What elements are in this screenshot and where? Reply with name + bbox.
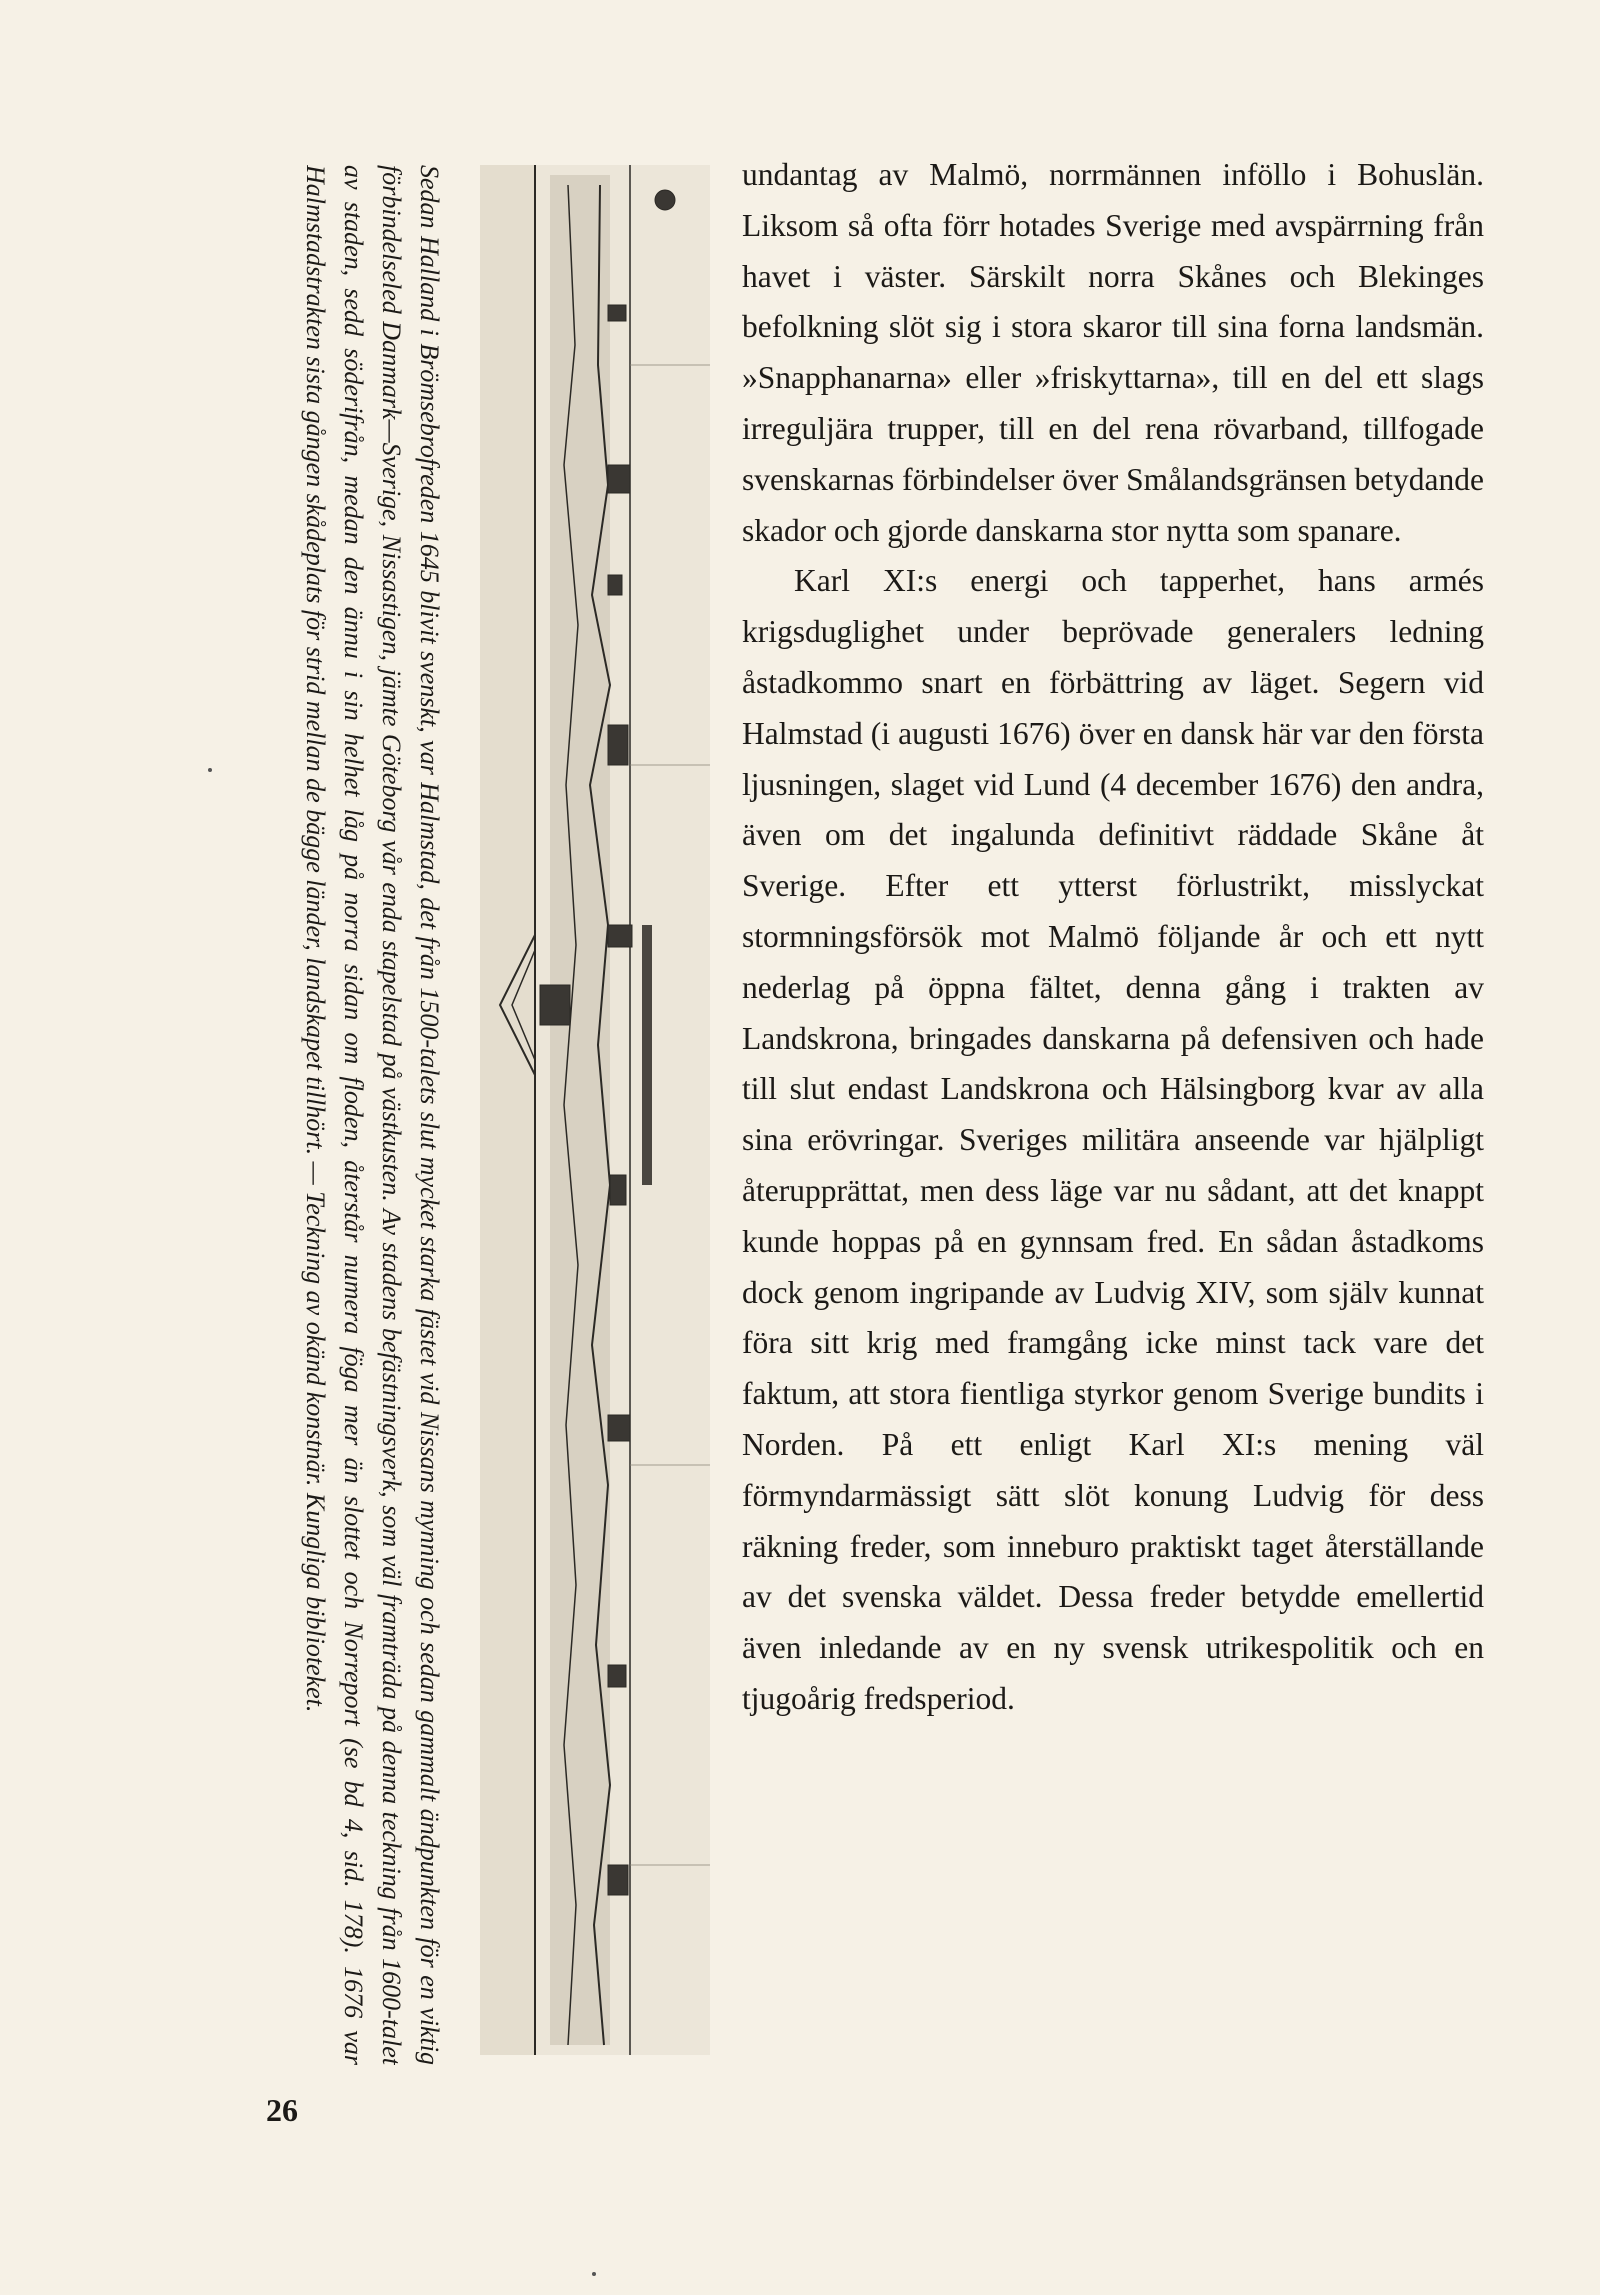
townscape-svg	[480, 165, 710, 2055]
caption-container	[258, 165, 448, 2065]
paper-speck	[592, 2272, 596, 2276]
body-paragraph-2: Karl XI:s energi och tapperhet, hans armés krigsduglighet under beprövade generalers ledning åstadkommo snart en förbättring av läget. Segern vid Halmstad (i augusti 1676) över en dansk här var den första ljusningen, slaget vid Lund (4 december 1676) den andra, även om det ingalunda definitivt räddade Skåne åt Sverige. Efter ett ytterst förlustrikt, misslyckat stormningsförsök mot Malmö följande år och ett nytt nederlag på öppna fältet, denna gång i trakten av Landskrona, bringades danskarna på defensiven och hade till slut endast Landskrona och Hälsingborg kvar av alla sina erövringar. Sveriges militära anseende var hjälpligt återupprättat, men dess läge var nu sådant, att det knappt kunde hoppas på en gynnsam fred. En sådan åstadkoms dock genom ingripande av Ludvig XIV, som själv kunnat föra sitt krig med framgång icke minst tack vare det faktum, att stora fientliga styrkor genom Sverige bundits i Norden. På ett enligt Karl XI:s mening väl förmyndarmässigt sätt slöt konung Ludvig för dess räkning freder, som inneburo praktiskt taget återställande av det svenska väldet. Dessa freder betydde emellertid även inledande av en ny svensk utrikespolitik och en tjugoårig fredsperiod.	[742, 563, 1484, 1716]
paper-speck	[208, 768, 212, 772]
body-paragraph-1: undantag av Malmö, norrmännen inföllo i Bohuslän. Liksom så ofta förr hotades Sverige med avspärrning från havet i väster. Särskilt norra Skånes och Blekinges befolkning slöt sig i stora skaror till sina forna landsmän. »Snapphanarna» eller »friskyttarna», till en del ett slags irreguljära trupper, till en del rena rövarband, tillfogade svenskarnas förbindelser över Smålandsgränsen betydande skador och gjorde danskarna stor nytta som spanare.	[742, 157, 1484, 548]
body-text-column	[742, 150, 1484, 1725]
illustration-caption: Sedan Halland i Brömsebrofreden 1645 blivit svenskt, var Halmstad, det från 1500-talets slut mycket starka fästet vid Nissans mynning och sedan gammalt ändpunkten för en viktig förbindelseled Danmark—Sverige, Nissastigen, jämte Göteborg vår enda stapelstad på västkusten. Av stadens befästningsverk, som väl framträda på denna teckning från 1600-talet av staden, sedd söderifrån, medan den ännu i sin helhet låg på norra sidan om floden, återstår numera föga mer än slottet och Norreport (se bd 4, sid. 178). 1676 var Halmstadstrakten sista gången skådeplats för strid mellan de bägge länder, landskapet tillhört. — Teckning av okänd konstnär. Kungliga biblioteket.	[301, 165, 444, 2065]
page-number: 26	[266, 2092, 298, 2128]
halmstad-townscape-drawing	[480, 165, 710, 2055]
